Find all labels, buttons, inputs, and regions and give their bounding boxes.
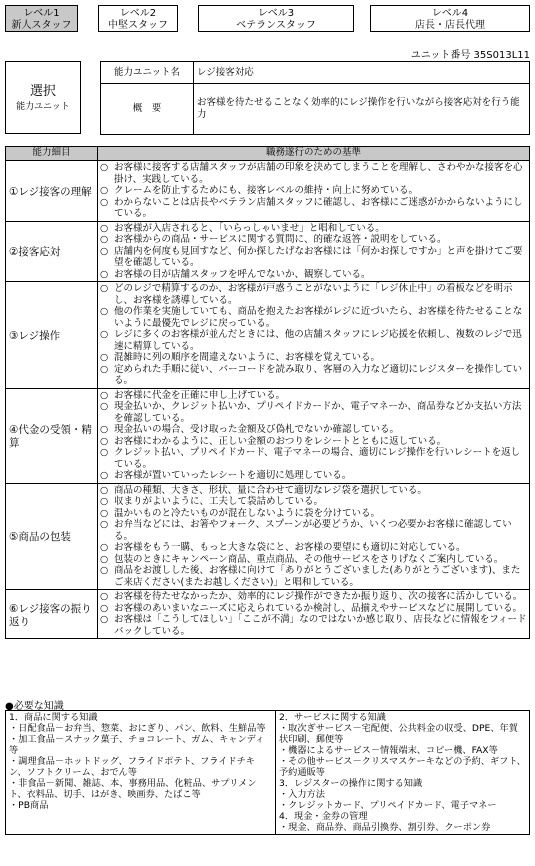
circle-marker-icon: ○ <box>100 447 109 458</box>
criteria-item <box>100 565 527 588</box>
column-header-detail: 能力細目 <box>6 147 98 161</box>
criteria-items <box>98 388 530 483</box>
knowledge-line: 1．商品に関する知識 <box>9 712 98 723</box>
column-header-criteria: 職務遂行のための基準 <box>98 147 530 161</box>
criteria-item-text: 現金払いか、クレジット払いか、プリペイドカードか、電子マネーか、商品券などか支払い方法を確認している。 <box>114 401 522 424</box>
knowledge-line: ・現金、商品券、商品引換券、割引券、クーポン券 <box>279 822 491 833</box>
criteria-item <box>100 223 527 235</box>
criteria-item <box>100 436 527 448</box>
criteria-item <box>100 329 527 352</box>
criteria-category: ④代金の受領・精算 <box>6 388 98 483</box>
criteria-item <box>100 246 527 269</box>
criteria-item <box>100 542 527 554</box>
circle-marker-icon: ○ <box>100 542 109 553</box>
criteria-item-text: 定められた手順に従い、バーコードを読み取り、客層の入力など適切にレジスターを操作している。 <box>114 363 522 386</box>
level-4-title: レベル4 <box>431 8 469 19</box>
knowledge-line: ・調理食品－ホットドッグ、フライドポテト、フライドチキン、ソフトクリーム、おでん等 <box>9 756 255 778</box>
criteria-item <box>100 234 527 246</box>
circle-marker-icon: ○ <box>100 234 109 245</box>
criteria-item <box>100 364 527 387</box>
criteria-item-text: お客様に代金を正確に申し上げている。 <box>114 389 286 401</box>
criteria-row <box>6 282 530 389</box>
circle-marker-icon: ○ <box>100 591 109 602</box>
criteria-item-text: 店舗内を何度も見回すなど、何か探したげなお客様には「何かお探しですか」と声を掛けてご要望を確認している。 <box>114 245 523 268</box>
selection-box <box>5 61 81 134</box>
level-4-box[interactable] <box>370 5 530 32</box>
criteria-item <box>100 508 527 520</box>
circle-marker-icon: ○ <box>100 470 109 481</box>
criteria-category: ⑥レジ接客の振り返り <box>6 590 98 639</box>
criteria-category: ③レジ操作 <box>6 282 98 389</box>
level-4-label: 店長・店長代理 <box>415 20 485 31</box>
knowledge-line: 4．現金・金券の管理 <box>279 811 368 822</box>
level-1-box[interactable] <box>5 5 78 32</box>
criteria-item-text: お客様を待たせなかったか、効率的にレジ操作ができたか振り返り、次の接客に活かしている。 <box>114 591 523 602</box>
criteria-items <box>98 161 530 222</box>
knowledge-line: ・PB商品 <box>9 800 49 811</box>
circle-marker-icon: ○ <box>100 553 109 565</box>
knowledge-line: ・非食品－新聞、雑誌、本、事務用品、化粧品、サプリメント、衣料品、切手、はがき、映画券、たばこ等 <box>9 778 257 800</box>
criteria-item <box>100 185 527 197</box>
circle-marker-icon: ○ <box>100 283 109 294</box>
circle-marker-icon: ○ <box>100 352 109 363</box>
knowledge-line: 2．サービスに関する知識 <box>279 712 386 723</box>
circle-marker-icon: ○ <box>100 222 109 234</box>
criteria-item-text: お客様からの商品・サービスに関する質問に、的確な返答・説明をしている。 <box>114 234 447 245</box>
circle-marker-icon: ○ <box>100 162 109 173</box>
criteria-item <box>100 470 527 482</box>
criteria-item <box>100 269 527 281</box>
criteria-item-text: クレジット払い、プリペイドカード、電子マネーの場合、適切にレジ操作を行いレシートを返している。 <box>114 447 521 470</box>
circle-marker-icon: ○ <box>100 245 109 257</box>
criteria-item-text: お客様が入店されると、「いらっしゃいませ」と唱和している。 <box>114 222 385 234</box>
circle-marker-icon: ○ <box>100 519 109 530</box>
criteria-item-text: お客様の目が店舗スタッフを呼んでないか、観察している。 <box>114 268 371 280</box>
criteria-item-text: 収まりがよいように、工夫して袋詰めしている。 <box>114 496 324 507</box>
criteria-item <box>100 485 527 497</box>
circle-marker-icon: ○ <box>100 196 109 208</box>
unit-name-label: 能力ユニット名 <box>101 62 194 84</box>
circle-marker-icon: ○ <box>100 484 109 496</box>
circle-marker-icon: ○ <box>100 507 109 519</box>
knowledge-line: 3．レジスターの操作に関する知識 <box>279 778 423 789</box>
criteria-items <box>98 282 530 389</box>
unit-info-table <box>100 61 530 135</box>
criteria-item <box>100 424 527 436</box>
selection-subtitle: 能力ユニット <box>16 102 70 112</box>
summary-value: お客様を待たせることなく効率的にレジ操作を行いながら接客応対を行う能力 <box>194 84 530 135</box>
selection-title: 選択 <box>29 84 56 99</box>
unit-number: ユニット番号 35S013L11 <box>410 50 530 61</box>
criteria-item <box>100 519 527 542</box>
level-2-label: 中堅スタッフ <box>108 20 168 31</box>
level-3-box[interactable] <box>198 5 354 32</box>
criteria-row <box>6 221 530 282</box>
circle-marker-icon: ○ <box>100 424 109 435</box>
criteria-item-text: お客様をもう一購、もっと大きな袋にと、お客様の要望にも適切に対応している。 <box>114 542 466 553</box>
circle-marker-icon: ○ <box>100 389 109 401</box>
criteria-item-text: 商品をお渡しした後、お客様に向けて「ありがとうございました(ありがとうございます)、またご来店ください(またお越しください)」と唱和している。 <box>114 565 521 588</box>
criteria-row <box>6 590 530 639</box>
criteria-items <box>98 483 530 590</box>
criteria-category: ⑤商品の包装 <box>6 483 98 590</box>
criteria-item-text: お客様のあいまいなニーズに応えられているか検討し、品揃えやサービスなどに展開している。 <box>114 602 523 614</box>
circle-marker-icon: ○ <box>100 435 109 447</box>
circle-marker-icon: ○ <box>100 401 109 412</box>
criteria-item-text: 商品の種類、大きさ、形状、量に合わせて適切なレジ袋を選択している。 <box>114 484 427 496</box>
knowledge-line: ・日配食品－お弁当、惣菜、おにぎり、パン、飲料、生鮮品等 <box>9 723 266 734</box>
circle-marker-icon: ○ <box>100 329 109 340</box>
criteria-item <box>100 401 527 424</box>
criteria-item-text: レジに多くのお客様が並んだときには、他の店舗スタッフにレジ応援を依頼し、複数のレジで迅速に精算している。 <box>114 329 522 352</box>
level-1-title: レベル1 <box>23 8 60 19</box>
criteria-item <box>100 283 527 306</box>
criteria-item <box>100 591 527 603</box>
knowledge-right-column <box>276 711 530 835</box>
criteria-item <box>100 554 527 566</box>
criteria-item-text: クレームを防止するためにも、接客レベルの維持・向上に努めている。 <box>114 185 419 196</box>
criteria-item-text: 温かいものと冷たいものが混在しないように袋を分けている。 <box>114 507 381 519</box>
circle-marker-icon: ○ <box>100 306 109 317</box>
criteria-item <box>100 197 527 220</box>
criteria-item-text: お客様に接客する店舗スタッフが店舗の印象を決めてしまうことを理解し、さわやかな接客を心掛け、実践している。 <box>114 162 523 185</box>
criteria-item-text: わからないことは店長やベテラン店舗スタッフに確認し、お客様にご迷惑がかからないようにしている。 <box>114 196 523 219</box>
criteria-item-text: お客様は「こうしてほしい」「ここが不満」なのではないか感じ取り、店長などに情報をフィードバックしている。 <box>114 614 527 637</box>
criteria-item-text: 現金払いの場合、受け取った金額及び偽札でないか確認している。 <box>114 424 400 435</box>
level-3-label: ベテランスタッフ <box>236 20 316 31</box>
knowledge-line: ・入力方法 <box>279 789 325 800</box>
knowledge-line: ・加工食品－スナック菓子、チョコレート、ガム、キャンディ等 <box>9 734 265 756</box>
criteria-row <box>6 388 530 483</box>
criteria-item <box>100 162 527 185</box>
criteria-item <box>100 496 527 508</box>
criteria-item-text: お弁当などには、お箸やフォーク、スプーンが必要どうか、いくつ必要かお客様に確認している。 <box>114 519 512 542</box>
criteria-item <box>100 352 527 364</box>
criteria-row <box>6 161 530 222</box>
criteria-item-text: どのレジで精算するのか、お客様が戸惑うことがないように「レジ休止中」の看板などを明示し、お客様を誘導している。 <box>114 283 513 306</box>
criteria-item-text: 他の作業を実施していても、商品を抱えたお客様がレジに近づいたら、お客様を待たせることないように最優先でレジに戻っている。 <box>114 306 523 329</box>
criteria-item-text: 包装のときにキャンペーン商品、重点商品、その他サービスをさりげなくご案内している。 <box>114 553 504 565</box>
criteria-items <box>98 221 530 282</box>
level-3-title: レベル3 <box>257 8 295 19</box>
knowledge-title: ●必要な知識 <box>5 701 64 712</box>
criteria-item <box>100 603 527 615</box>
criteria-row <box>6 483 530 590</box>
criteria-item-text: お客様にわかるように、正しい金額のおつりをレシートとともに返している。 <box>114 435 447 447</box>
criteria-category: ①レジ接客の理解 <box>6 161 98 222</box>
circle-marker-icon: ○ <box>100 602 109 614</box>
knowledge-line: ・取次ぎサービス－宅配便、公共料金の収受、DPE、年賀状印刷、郵便等 <box>279 723 518 745</box>
level-2-box[interactable] <box>98 5 178 32</box>
criteria-table <box>5 146 530 639</box>
circle-marker-icon: ○ <box>100 185 109 196</box>
knowledge-table <box>5 710 530 835</box>
criteria-item <box>100 447 527 470</box>
summary-label: 概 要 <box>101 84 194 135</box>
circle-marker-icon: ○ <box>100 496 109 507</box>
criteria-item <box>100 390 527 402</box>
circle-marker-icon: ○ <box>100 565 109 576</box>
circle-marker-icon: ○ <box>100 363 109 375</box>
criteria-item <box>100 614 527 637</box>
knowledge-left-column <box>6 711 276 835</box>
circle-marker-icon: ○ <box>100 614 109 625</box>
criteria-item-text: お客様が置いていったレシートを適切に処理している。 <box>114 470 352 481</box>
criteria-item-text: 混雑時に列の順序を間違えないように、お客様を覚えている。 <box>114 352 381 363</box>
criteria-item <box>100 306 527 329</box>
knowledge-line: ・その他サービス－クリスマスケーキなどの予約、ギフト、予約通販等 <box>279 756 526 778</box>
level-1-label: 新人スタッフ <box>11 20 72 31</box>
criteria-category: ②接客応対 <box>6 221 98 282</box>
knowledge-line: ・機器によるサービス－情報端末、コピー機、FAX等 <box>279 745 498 756</box>
circle-marker-icon: ○ <box>100 268 109 280</box>
level-2-title: レベル2 <box>119 8 157 19</box>
unit-name-value: レジ接客対応 <box>194 62 530 84</box>
knowledge-line: ・クレジットカード、プリペイドカード、電子マネー <box>279 800 497 811</box>
criteria-items <box>98 590 530 639</box>
